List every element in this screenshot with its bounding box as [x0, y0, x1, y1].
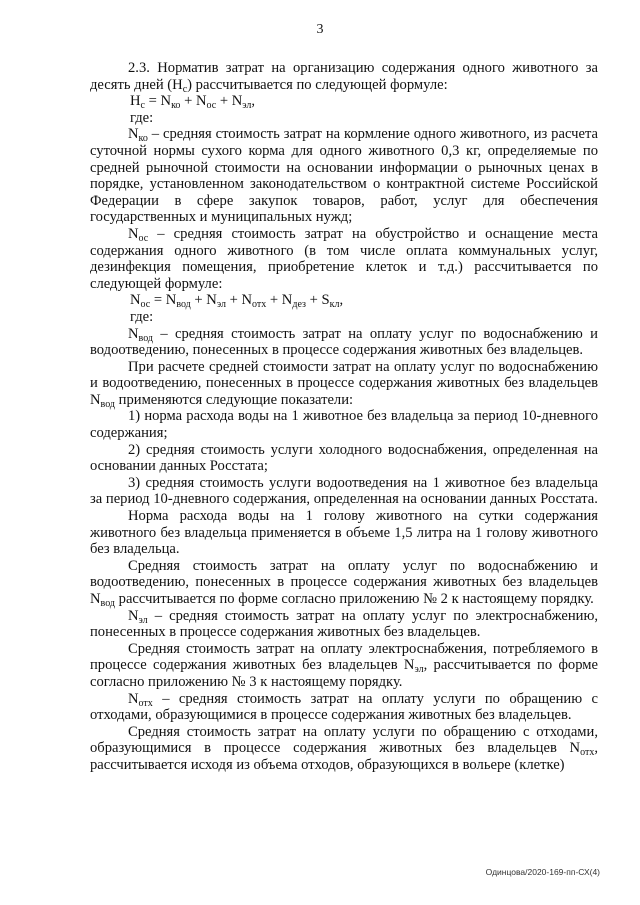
subscript: ос: [206, 100, 217, 112]
paragraph-p1: [90, 60, 598, 93]
text-run: рассчитывается по форме согласно приложению № 2 к настоящему порядку.: [115, 591, 594, 607]
paragraph-p8: [90, 326, 598, 359]
text-run: 3) средняя стоимость услуги водоотведения на 1 животное без владельца за период 10-дневного содержания, определенная на основании данных Росстата.: [90, 474, 598, 508]
subscript: ос: [140, 299, 151, 311]
document-code-footer: Одинцова/2020-169-пп-СХ(4): [485, 867, 600, 877]
subscript: дез: [292, 299, 306, 311]
paragraph-p5: [90, 226, 598, 292]
subscript: эл: [414, 664, 424, 676]
text-run: N: [128, 690, 139, 707]
text-run: где:: [130, 308, 154, 325]
subscript: эл: [138, 614, 148, 626]
subscript: вод: [100, 398, 115, 410]
text-run: ,: [251, 93, 256, 110]
text-run: – средняя стоимость затрат на оплату услуг по водоснабжению и водоотведению, понесенных в процессе содержания животных без владельцев.: [90, 325, 598, 359]
paragraph-p18: [90, 724, 598, 774]
text-run: , рассчитывается по форме согласно приложению № 3 к настоящему порядку.: [90, 657, 598, 690]
text-run: ,: [339, 292, 344, 309]
text-run: Средняя стоимость затрат на оплату услуги по обращению с отходами, образующимися в процессе содержания животных без владельцев N: [90, 723, 598, 757]
subscript: отх: [138, 697, 153, 709]
text-run: 2.3. Норматив затрат на организацию содержания одного животного за десять дней (Н: [90, 60, 598, 93]
text-run: – средняя стоимость затрат на оплату услуг по электроснабжению, понесенных в процессе содержания животных без владельцев.: [90, 607, 598, 641]
text-run: N: [128, 325, 139, 342]
text-run: = N: [150, 292, 177, 309]
paragraph-p15: [90, 608, 598, 641]
paragraph-p6: [90, 292, 598, 309]
text-run: + N: [225, 292, 253, 309]
text-run: применяются следующие показатели:: [115, 391, 354, 408]
text-run: + N: [216, 93, 243, 110]
subscript: вод: [100, 598, 115, 609]
paragraph-p11: [90, 442, 598, 475]
text-run: – средняя стоимость затрат на оплату услуги по обращению с отходами, образующимися в процессе содержания животных без владельцев.: [90, 690, 598, 724]
paragraph-p3: [90, 110, 598, 127]
subscript: с: [182, 83, 188, 95]
paragraph-p13: [90, 508, 598, 558]
text-run: Средняя стоимость затрат на оплату электроснабжения, потребляемого в процессе содержания животных без владельцев N: [90, 640, 598, 674]
paragraph-p12: [90, 475, 598, 508]
text-run: + N: [266, 292, 293, 309]
text-run: + N: [180, 93, 207, 110]
paragraph-p4: [90, 126, 598, 226]
text-run: Н: [130, 93, 141, 110]
text-run: + S: [305, 292, 330, 309]
text-run: N: [128, 126, 139, 143]
text-run: Средняя стоимость затрат на оплату услуг по водоснабжению и водоотведению, понесенных в процессе содержания животных без владельцев N: [90, 557, 598, 607]
subscript: отх: [252, 299, 267, 311]
text-run: ) рассчитывается по следующей формуле:: [187, 76, 448, 93]
subscript: вод: [138, 332, 153, 344]
text-run: При расчете средней стоимости затрат на оплату услуг по водоснабжению и водоотведению, понесенных в процессе содержания животных без владельцев N: [90, 358, 598, 408]
text-run: 2) средняя стоимость услуги холодного водоснабжения, определенная на основании данных Росстата;: [90, 441, 598, 475]
paragraph-p16: [90, 641, 598, 691]
subscript: с: [140, 100, 145, 112]
subscript: ко: [171, 100, 181, 112]
document-body: [90, 60, 598, 774]
paragraph-p10: [90, 408, 598, 441]
text-run: Норма расхода воды на 1 голову животного на сутки содержания животного без владельца применяется в объеме 1,5 литра на 1 голову животного без владельца.: [90, 508, 598, 558]
text-run: N: [130, 292, 141, 309]
subscript: кл: [329, 299, 340, 311]
text-run: , рассчитывается исходя из объема отходов, образующихся в вольере (клетке): [90, 740, 598, 773]
paragraph-p9: [90, 359, 598, 409]
text-run: – средняя стоимость затрат на кормление одного животного, из расчета суточной нормы сухого корма для одного животного 0,3 кг, определяемые по средней рыночной стоимости на основании информации о рыночных ценах в порядке, установленном законодательством о контрактной системе Российской Федерации в сфере закупок товаров, работ, услуг для обеспечения государственных и муниципальных нужд;: [90, 126, 598, 226]
paragraph-p17: [90, 691, 598, 724]
text-run: + N: [190, 292, 217, 309]
paragraph-p2: [90, 93, 598, 110]
text-run: N: [128, 607, 139, 624]
text-run: 1) норма расхода воды на 1 животное без владельца за период 10-дневного содержания;: [90, 408, 598, 442]
subscript: вод: [176, 299, 191, 311]
text-run: где:: [130, 109, 154, 126]
text-run: N: [128, 225, 139, 242]
paragraph-p14: [90, 558, 598, 608]
page-number: 3: [316, 22, 324, 37]
subscript: ко: [138, 133, 148, 145]
text-run: – средняя стоимость затрат на обустройство и оснащение места содержания одного животного (в том числе оплата коммунальных услуг, дезинфекция помещения, приобретение клеток и т.д.) рассчитывается по следующей формуле:: [90, 225, 598, 292]
text-run: = N: [145, 93, 172, 110]
subscript: ос: [138, 232, 149, 244]
subscript: эл: [216, 299, 226, 311]
subscript: эл: [242, 100, 252, 112]
subscript: отх: [580, 747, 595, 759]
paragraph-p7: [90, 309, 598, 326]
